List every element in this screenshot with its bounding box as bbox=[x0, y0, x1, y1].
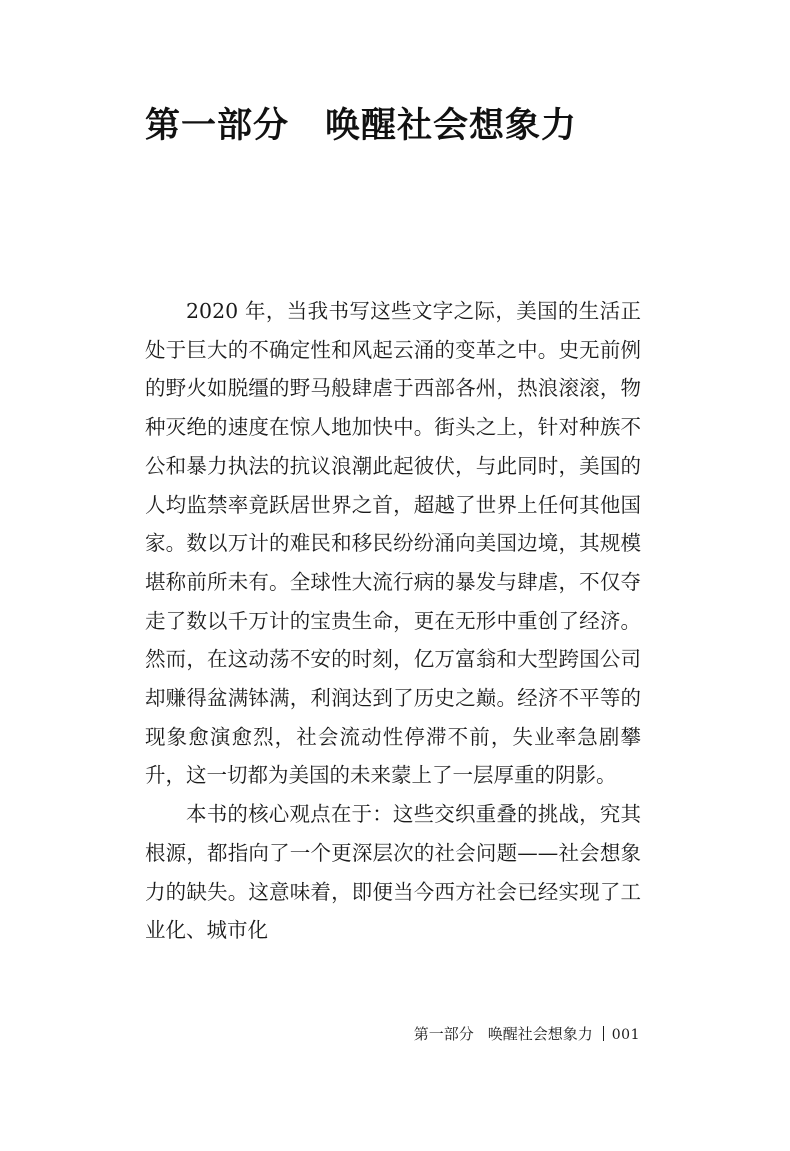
footer-part-label: 第一部分 bbox=[413, 1025, 474, 1043]
part-label: 第一部分 bbox=[145, 105, 290, 146]
footer-separator bbox=[603, 1026, 604, 1041]
footer-title: 唤醒社会想象力 bbox=[487, 1025, 593, 1043]
part-title-text: 唤醒社会想象力 bbox=[325, 105, 578, 146]
body-text bbox=[145, 292, 641, 950]
running-footer bbox=[400, 1023, 640, 1046]
paragraph-1: 2020 年，当我书写这些文字之际，美国的生活正处于巨大的不确定性和风起云涌的变革之中。史无前例的野火如脱缰的野马般肆虐于西部各州，热浪滚滚，物种灭绝的速度在惊人地加快中。街头之上，针对种族不公和暴力执法的抗议浪潮此起彼伏，与此同时，美国的人均监禁率竟跃居世界之首，超越了世界上任何其他国家。数以万计的难民和移民纷纷涌向美国边境，其规模堪称前所未有。全球性大流行病的暴发与肆虐，不仅夺走了数以千万计的宝贵生命，更在无形中重创了经济。然而，在这动荡不安的时刻，亿万富翁和大型跨国公司却赚得盆满钵满，利润达到了历史之巅。经济不平等的现象愈演愈烈，社会流动性停滞不前，失业率急剧攀升，这一切都为美国的未来蒙上了一层厚重的阴影。 bbox=[145, 299, 641, 788]
page-number: 001 bbox=[611, 1027, 640, 1043]
part-heading bbox=[145, 102, 577, 150]
paragraph-2: 本书的核心观点在于：这些交织重叠的挑战，究其根源，都指向了一个更深层次的社会问题——社会想象力的缺失。这意味着，即便当今西方社会已经实现了工业化、城市化 bbox=[145, 802, 641, 943]
